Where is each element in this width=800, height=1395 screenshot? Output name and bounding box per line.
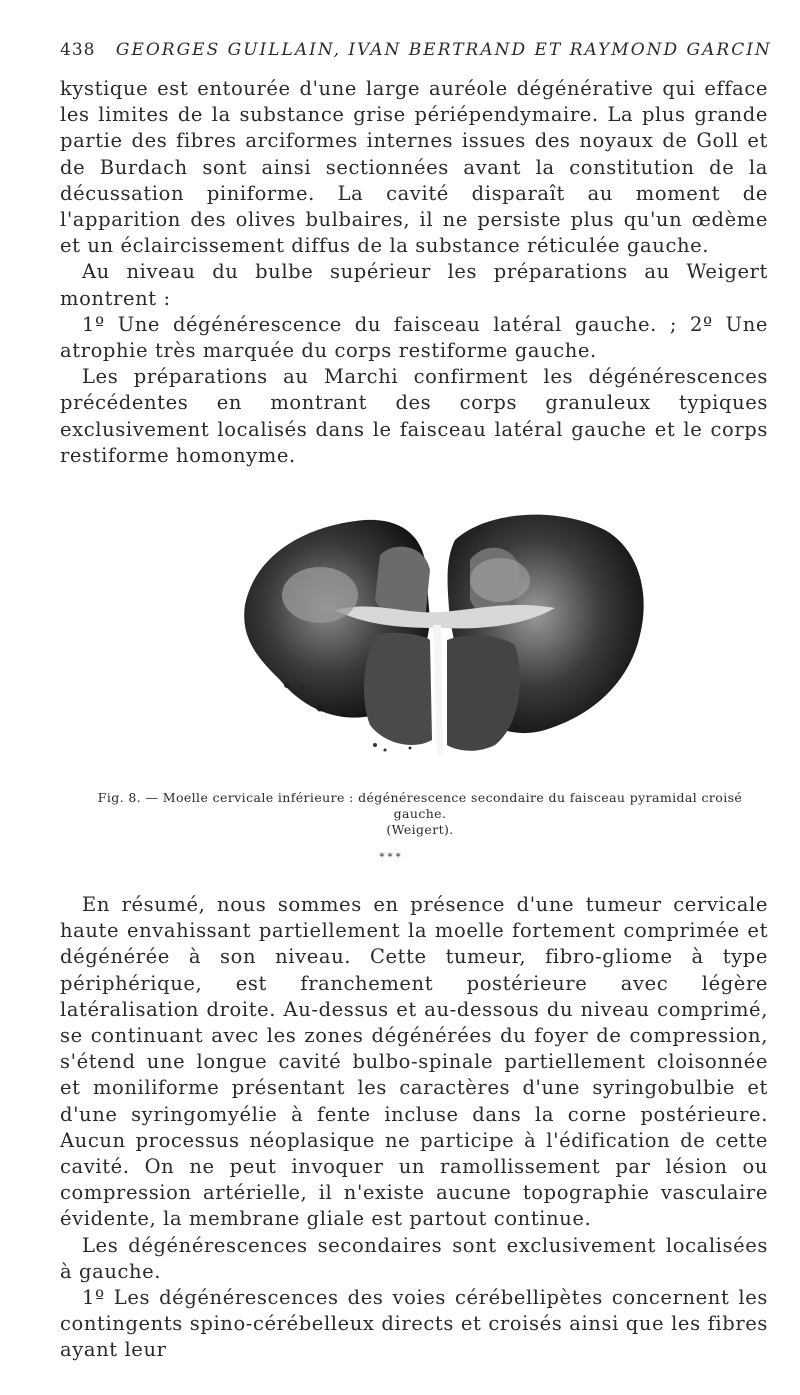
caption-line: Fig. 8. — Moelle cervicale inférieure : dégénérescence secondaire du faisceau pyramidal croisé gauche. [97,790,743,821]
page-number: 438 [60,40,96,60]
text-block-top [60,76,768,469]
figure-spinal-cord-section [225,500,655,770]
running-header [60,40,772,60]
paragraph: kystique est entourée d'une large auréole dégénérative qui efface les limites de la substance grise périépendymaire. La plus grande partie des fibres arciformes internes issues des noyaux de Goll et de Burdach sont ainsi sectionnées avant la constitution de la décussation piniforme. La cavité disparaît au moment de l'apparition des olives bulbaires, il ne persiste plus qu'un œdème et un éclaircissement diffus de la substance réticulée gauche. [60,77,768,258]
running-header-authors: GEORGES GUILLAIN, IVAN BERTRAND ET RAYMOND GARCIN [115,40,772,60]
paragraph: Au niveau du bulbe supérieur les préparations au Weigert montrent : [60,260,768,310]
figure-caption [70,790,770,838]
paragraph: En résumé, nous sommes en présence d'une tumeur cervicale haute envahissant partiellement la moelle fortement comprimée et dégénérée à son niveau. Cette tumeur, fibro-gliome à type périphérique, est franchement postérieure avec légère latéralisation droite. Au-dessus et au-dessous du niveau comprimé, se continuant avec les zones dégénérées du foyer de compression, s'étend une longue cavité bulbo-spinale partiellement cloisonnée et moniliforme présentant les caractères d'une syringobulbie et d'une syringomyélie à fente incluse dans la corne postérieure. Aucun processus néoplasique ne participe à l'édification de cette cavité. On ne peut invoquer un ramollissement par lésion ou compression artérielle, il n'existe aucune topographie vasculaire évidente, la membrane gliale est partout continue. [60,893,768,1231]
text-block-bottom [60,892,768,1364]
section-separator: * * * [379,852,401,863]
paragraph: Les préparations au Marchi confirment les dégénérescences précédentes en montrant des corps granuleux typiques exclusivement localisés dans le faisceau latéral gauche et le corps restiforme homonyme. [60,365,768,467]
paragraph: Les dégénérescences secondaires sont exclusivement localisées à gauche. [60,1233,768,1283]
paragraph: 1º Une dégénérescence du faisceau latéral gauche. ; 2º Une atrophie très marquée du corps restiforme gauche. [60,312,768,363]
caption-line: (Weigert). [386,822,454,837]
paragraph: 1º Les dégénérescences des voies cérébellipètes concernent les contingents spino-cérébelleux directs et croisés ainsi que les fibres ayant leur [60,1286,768,1362]
spinal-cord-section-image [225,500,655,770]
